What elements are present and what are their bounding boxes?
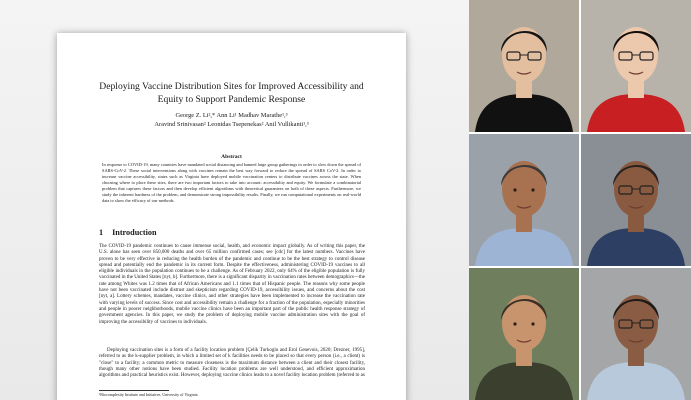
authors-line-1: George Z. Li²,* Ann Li¹ Madhav Marathe¹,³ xyxy=(175,112,288,119)
portrait-graphic xyxy=(581,268,691,400)
paper-page xyxy=(57,33,406,400)
authors-line-2: Aravind Srinivasan² Leonidas Tsepenekas² Anil Vullikanti¹,³ xyxy=(154,121,309,128)
section-number: 1 xyxy=(99,228,104,237)
portrait-graphic xyxy=(581,134,691,266)
paper-title xyxy=(77,80,386,106)
author-list xyxy=(77,111,386,129)
author-photo-1 xyxy=(469,0,579,132)
author-photo-2 xyxy=(581,0,691,132)
author-photo-5 xyxy=(469,268,579,400)
portrait-graphic xyxy=(581,0,691,132)
abstract-text: In response to COVID-19, many countries have mandated social distancing and banned large group gatherings in order to slow down the spread of SARS-CoV-2. These social interventions along with vaccines remain the best way forward to reduce the spread of SARS CoV-2. In order to increase vaccine accessibility, states such as Virginia have deployed mobile vaccination centers to distribute vaccines across the state. When choosing where to place these sites, there are two important factors to take into account: accessibility and equity. We formulate a combinatorial problem that captures these factors and then develop efficient algorithms with theoretical guarantees on both of these aspects. Furthermore, we study the inherent hardness of the problem, and demonstrate strong impossibility results. Finally, we run computational experiments on real-world data to show the efficacy of our methods. xyxy=(102,162,361,204)
abstract-heading: Abstract xyxy=(221,154,242,160)
title-line-2: Equity to Support Pandemic Response xyxy=(157,94,306,105)
intro-paragraph-1: The COVID-19 pandemic continues to cause immense social, health, and economic impact globally. As of writing this paper, the U.S. alone has seen over 850,000 deaths and over 65 million confirmed cases; see [cdc] for the latest numbers. Vaccines have proven to be very effective in reducing the health burden of the pandemic and continue to be the best strategy to control disease spread and potentially end the pandemic in its current form. Despite the effectiveness, administering COVID-19 vaccines to all eligible individuals in the population continues to be a challenge. As of February 2022, only 64% of the eligible population is fully vaccinated in the United States [nyt, b]. Furthermore, there is a significant disparity in vaccination rates between demographics—the rate among Whites was 1.2 times that of African Americans and 1.1 times that of Hispanic people. The reasons why some people have not been vaccinated include distrust and skepticism regarding COVID-19, accessibility issues, and concerns about the cost [nyt, a]. Lottery schemes, mandates, vaccine clinics, and other strategies have been implemented to increase the vaccination rate with varying levels of success. Since cost and accessibility remain a challenge for a fraction of the population, especially minorities and people in poorer neighborhoods, mobile vaccine clinics have been an important part of the public health response strategy of government agencies. In this paper, we study the problem of deploying mobile vaccine administration sites with the goal of improving the accessibility of vaccines to individuals. xyxy=(99,244,365,325)
title-line-1: Deploying Vaccine Distribution Sites for Improved Accessibility and xyxy=(99,81,364,92)
author-photo-6 xyxy=(581,268,691,400)
footnote: ¹Biocomplexity Institute and Initiative, University of Virginia xyxy=(99,392,198,397)
section-title: Introduction xyxy=(112,228,157,237)
portrait-graphic xyxy=(469,268,579,400)
author-photo-4 xyxy=(581,134,691,266)
footnote-rule xyxy=(99,390,169,391)
section-heading xyxy=(99,228,157,237)
portrait-graphic xyxy=(469,134,579,266)
intro-paragraph-2: Deploying vaccination sites is a form of a facility location problem [Çelik Turkoglu and Erol Genevois, 2020; Drezner, 1995], referred to as the k-supplier problem, in which a limited set of k facilities needs to be placed so that every person (i.e., a client) is "close" to a facility; a common metric to measure closeness is the maximum distance between a client and their closest facility, though many other notions have been studied. Facility location problems are well understood, and efficient approximation algorithms and practical heuristics exist. However, deploying vaccine clinics leads to a novel facility location problem (referred to as xyxy=(99,348,365,379)
author-photo-grid xyxy=(469,0,691,400)
author-photo-3 xyxy=(469,134,579,266)
portrait-graphic xyxy=(469,0,579,132)
